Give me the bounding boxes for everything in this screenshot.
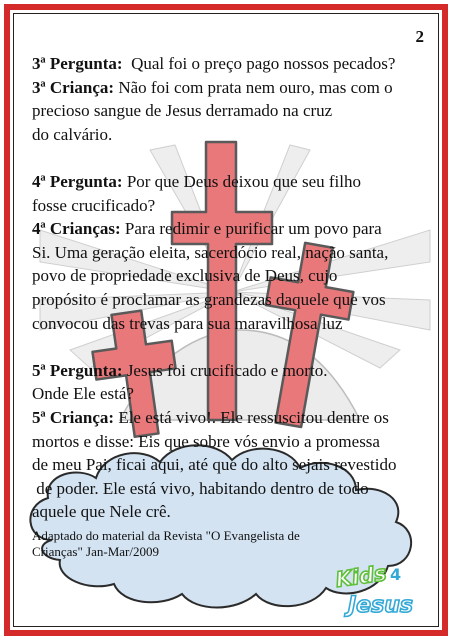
q3-label: 3ª Pergunta: xyxy=(32,54,123,73)
q5-answer-line: de meu Pai, ficai aqui, até que do alto sejais revestido xyxy=(32,455,397,475)
q4-answer-line: povo de propriedade exclusiva de Deus, cujo xyxy=(32,266,338,286)
question-text-block xyxy=(32,52,428,524)
q4-answer-label: 4ª Crianças: xyxy=(32,219,121,239)
q5-text-line: Onde Ele está? xyxy=(32,384,134,404)
q4-answer-line: propósito é proclamar as grandezas daquele que vos xyxy=(32,289,386,309)
q4-answer-line: Si. Uma geração eleita, sacerdócio real, nação santa, xyxy=(32,242,389,262)
q4-text: Por que Deus deixou que seu filho xyxy=(126,171,361,191)
q4-answer-line: Para redimir e purificar um povo para xyxy=(124,219,382,239)
q5-question xyxy=(32,359,428,383)
q5-label: 5ª Pergunta: xyxy=(32,360,123,380)
q5-answer-line: mortos e disse: Eis que sobre vós envio a promessa xyxy=(32,431,380,451)
q5-answer-line: Ele está vivo!. Ele ressuscitou dentre os xyxy=(118,407,389,427)
q4-question xyxy=(32,170,428,194)
q4-label: 4ª Pergunta: xyxy=(32,171,123,191)
q3-question xyxy=(32,52,428,76)
q5-text: Jesus foi crucificado e morto. xyxy=(126,360,328,380)
page-number: 2 xyxy=(415,27,424,46)
q4-answer-line: convocou das trevas para sua maravilhosa luz xyxy=(32,313,343,333)
q5-answer-line: aquele que Nele crê. xyxy=(32,502,171,522)
q3-answer-line: precioso sangue de Jesus derramado na cruz xyxy=(32,101,333,121)
q3-text: Qual foi o preço pago nossos pecados? xyxy=(131,54,396,73)
q5-answer-line: de poder. Ele está vivo, habitando dentro de todo xyxy=(32,478,369,498)
source-credit xyxy=(32,528,372,560)
logo-word-jesus: Jesus xyxy=(348,593,413,618)
q3-answer-line: Não foi com prata nem ouro, mas com o xyxy=(118,77,393,97)
q3-answer-line: do calvário. xyxy=(32,124,113,144)
q4-text-line: fosse crucificado? xyxy=(32,195,156,215)
kids4jesus-logo xyxy=(328,560,428,622)
q5-answer xyxy=(32,406,428,430)
logo-word-kids: Kids xyxy=(334,561,388,592)
q4-answer xyxy=(32,217,428,241)
q5-answer-label: 5ª Criança: xyxy=(32,407,115,427)
source-line: Adaptado do material da Revista "O Evangelista de xyxy=(32,528,300,543)
logo-number: 4 xyxy=(390,565,402,584)
q3-answer xyxy=(32,76,428,100)
source-line: Crianças" Jan-Mar/2009 xyxy=(32,544,159,559)
q3-answer-label: 3ª Criança: xyxy=(32,77,115,97)
